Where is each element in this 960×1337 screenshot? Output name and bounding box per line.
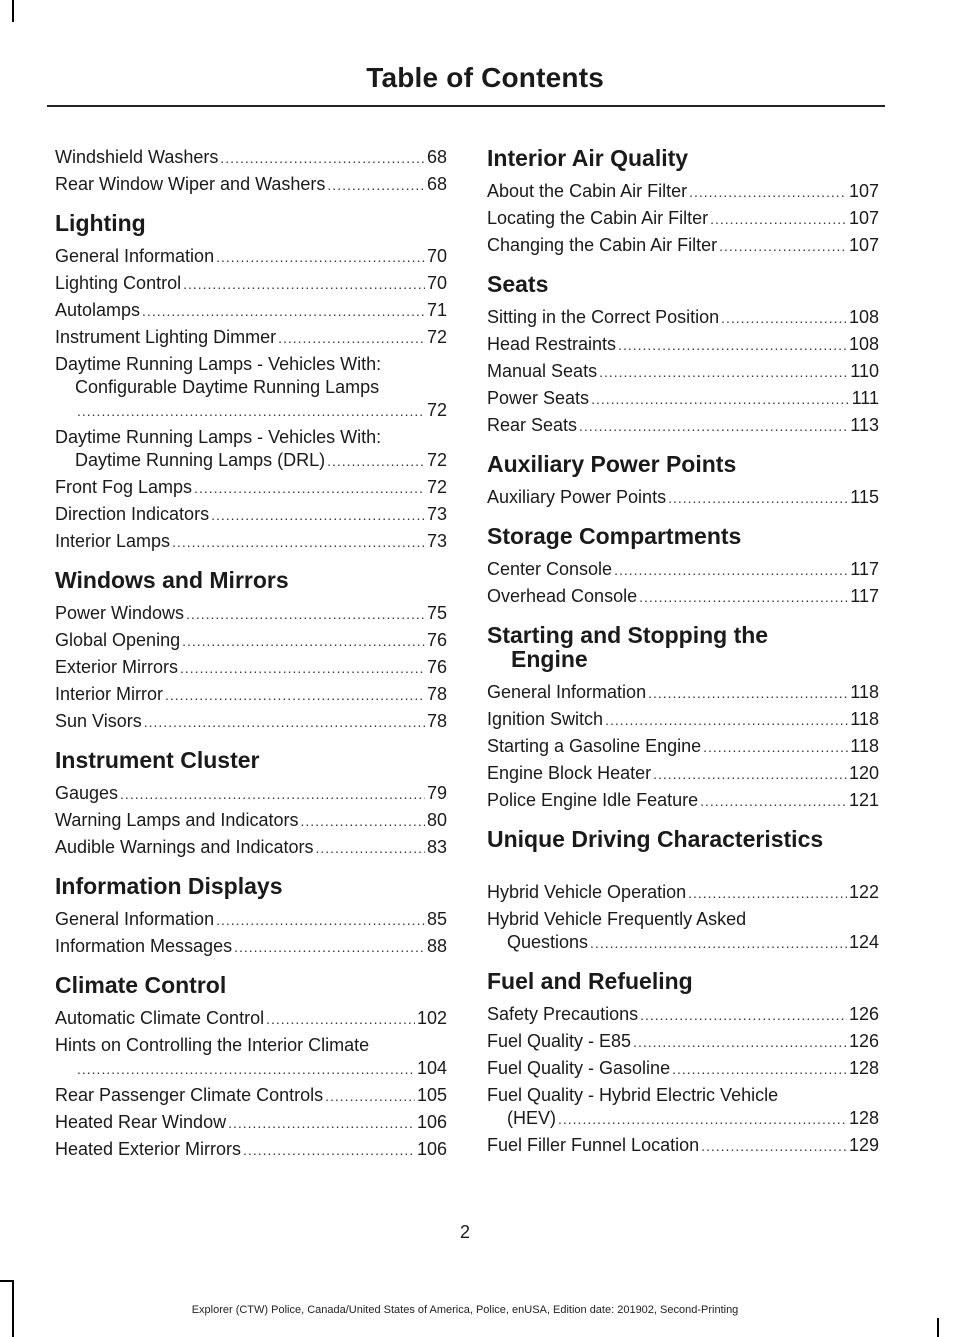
toc-entry-page: 118 (850, 736, 879, 756)
toc-entry-title: Hints on Controlling the Interior Climate (55, 1035, 370, 1055)
toc-entry[interactable] (55, 146, 447, 170)
toc-entry-title: General Information (55, 909, 215, 929)
toc-entry[interactable] (55, 1084, 447, 1108)
toc-entry-title: Lighting Control (55, 273, 182, 293)
toc-entry-page: 120 (848, 763, 879, 783)
toc-entry-title-continued: Configurable Daytime Running Lamps (75, 377, 380, 397)
dot-leader (315, 837, 424, 860)
section-heading-text: Unique Driving Characteristics (487, 826, 824, 852)
toc-entry-page: 73 (426, 531, 447, 551)
dot-leader (719, 235, 847, 258)
toc-entry-page: 72 (426, 450, 447, 470)
section-heading (487, 524, 879, 548)
dot-leader (653, 763, 847, 786)
toc-entry[interactable] (55, 809, 447, 833)
toc-entry-page: 70 (426, 246, 447, 266)
toc-entry[interactable] (55, 782, 447, 806)
toc-entry-title: Global Opening (55, 630, 181, 650)
toc-entry-title: Instrument Lighting Dimmer (55, 327, 277, 347)
dot-leader (703, 736, 848, 759)
toc-entry[interactable] (55, 1034, 447, 1081)
page-number: 2 (459, 1222, 470, 1242)
toc-entry[interactable] (487, 681, 879, 705)
toc-entry[interactable] (55, 629, 447, 653)
toc-entry-page: 111 (851, 388, 879, 408)
dot-leader (120, 783, 425, 806)
dot-leader (234, 936, 425, 959)
dot-leader (700, 790, 847, 813)
toc-entry-page: 76 (426, 630, 447, 650)
toc-entry[interactable] (487, 558, 879, 582)
header-divider (47, 105, 885, 107)
section-heading (55, 874, 447, 898)
dot-leader (558, 1108, 847, 1131)
dot-leader (590, 932, 847, 955)
dot-leader (710, 208, 847, 231)
toc-entry-page: 70 (426, 273, 447, 293)
crop-mark-top-left (12, 0, 14, 22)
toc-entry-title: Locating the Cabin Air Filter (487, 208, 709, 228)
dot-leader (216, 246, 425, 269)
toc-entry-title: Sun Visors (55, 711, 142, 731)
section-heading-text: Fuel and Refueling (487, 968, 693, 994)
dot-leader (618, 334, 847, 357)
toc-entry-title: Safety Precautions (487, 1004, 639, 1024)
section-heading-text: Windows and Mirrors (55, 567, 289, 593)
toc-entry-title: Auxiliary Power Points (487, 487, 667, 507)
toc-entry-title: Power Windows (55, 603, 185, 623)
toc-entry-title: Daytime Running Lamps - Vehicles With: (55, 427, 382, 447)
toc-entry[interactable] (55, 1138, 447, 1162)
toc-entry-page: 117 (850, 559, 879, 579)
toc-entry-page: 105 (416, 1085, 447, 1105)
dot-leader (591, 388, 850, 411)
toc-entry-title: Direction Indicators (55, 504, 210, 524)
dot-leader (228, 1112, 415, 1135)
toc-entry[interactable] (55, 245, 447, 269)
dot-leader (211, 504, 425, 527)
toc-entry-title: Daytime Running Lamps - Vehicles With: (55, 354, 382, 374)
toc-entry[interactable] (55, 602, 447, 626)
toc-entry-title-continued: Daytime Running Lamps (DRL) (75, 450, 326, 470)
toc-entry-title: Overhead Console (487, 586, 638, 606)
toc-entry-title: Heated Rear Window (55, 1112, 227, 1132)
toc-entry[interactable] (487, 1030, 879, 1054)
dot-leader (266, 1008, 415, 1031)
toc-entry[interactable] (55, 272, 447, 296)
dot-leader (614, 559, 848, 582)
toc-entry-title-continued: (HEV) (507, 1108, 556, 1128)
toc-entry-title: Gauges (55, 783, 119, 803)
section-heading-text: Climate Control (55, 972, 227, 998)
toc-right-column (487, 146, 879, 1161)
toc-entry-title: Fuel Quality - E85 (487, 1031, 632, 1051)
dot-leader (640, 1004, 847, 1027)
dot-leader (142, 300, 425, 323)
dot-leader (327, 450, 425, 473)
toc-entry[interactable] (55, 710, 447, 734)
toc-entry-page: 126 (848, 1004, 879, 1024)
toc-entry[interactable] (487, 789, 879, 813)
section-heading (487, 969, 879, 993)
toc-entry[interactable] (487, 234, 879, 258)
toc-entry[interactable] (55, 476, 447, 500)
toc-entry-page: 72 (426, 477, 447, 497)
toc-entry[interactable] (55, 173, 447, 197)
toc-entry-title: Hybrid Vehicle Operation (487, 882, 687, 902)
dot-leader (186, 603, 425, 626)
toc-entry-title: Police Engine Idle Feature (487, 790, 699, 810)
toc-entry-title: Hybrid Vehicle Frequently Asked (487, 909, 747, 929)
toc-entry-page: 72 (426, 327, 447, 347)
toc-entry-title: Manual Seats (487, 361, 598, 381)
section-heading-text: Instrument Cluster (55, 747, 260, 773)
toc-entry-title: Audible Warnings and Indicators (55, 837, 314, 857)
toc-entry-title: Interior Mirror (55, 684, 164, 704)
section-heading (487, 272, 879, 296)
dot-leader (77, 400, 425, 423)
toc-entry-title: Heated Exterior Mirrors (55, 1139, 242, 1159)
toc-entry[interactable] (55, 683, 447, 707)
toc-entry-page: 88 (426, 936, 447, 956)
dot-leader (639, 586, 848, 609)
toc-entry-title: Ignition Switch (487, 709, 604, 729)
toc-entry-page: 68 (426, 147, 447, 167)
toc-entry-page: 121 (848, 790, 879, 810)
dot-leader (165, 684, 425, 707)
toc-entry[interactable] (487, 1134, 879, 1158)
toc-entry-page: 85 (426, 909, 447, 929)
toc-entry[interactable] (487, 180, 879, 204)
toc-entry-title: Fuel Quality - Gasoline (487, 1058, 671, 1078)
toc-entry-title: About the Cabin Air Filter (487, 181, 688, 201)
toc-entry-page: 72 (426, 400, 447, 420)
toc-entry-title: Information Messages (55, 936, 233, 956)
section-heading (487, 146, 879, 170)
toc-entry[interactable] (487, 735, 879, 759)
toc-entry-page: 80 (426, 810, 447, 830)
dot-leader (182, 630, 425, 653)
toc-entry-page: 73 (426, 504, 447, 524)
toc-entry-page: 76 (426, 657, 447, 677)
toc-entry-page: 75 (426, 603, 447, 623)
toc-entry[interactable] (487, 387, 879, 411)
dot-leader (605, 709, 848, 732)
section-heading (55, 748, 447, 772)
toc-entry[interactable] (55, 426, 447, 473)
toc-entry[interactable] (55, 503, 447, 527)
dot-leader (77, 1058, 415, 1081)
toc-entry[interactable] (487, 708, 879, 732)
toc-entry-page: 108 (848, 334, 879, 354)
toc-entry-page: 118 (850, 709, 879, 729)
toc-entry-page: 122 (848, 882, 879, 902)
toc-entry-page: 115 (850, 487, 879, 507)
toc-entry-title: Warning Lamps and Indicators (55, 810, 299, 830)
toc-entry[interactable] (55, 656, 447, 680)
section-heading-text: Starting and Stopping the (487, 622, 769, 648)
dot-leader (220, 147, 425, 170)
toc-entry[interactable] (55, 530, 447, 554)
section-heading-text-continued: Engine (511, 646, 588, 672)
toc-entry[interactable] (487, 486, 879, 510)
toc-entry-page: 104 (416, 1058, 447, 1078)
toc-entry-title: Fuel Quality - Hybrid Electric Vehicle (487, 1085, 779, 1105)
toc-entry-page: 118 (850, 682, 879, 702)
toc-entry-title: Windshield Washers (55, 147, 219, 167)
toc-entry[interactable] (487, 306, 879, 330)
toc-entry-page: 124 (848, 932, 879, 952)
section-heading (487, 452, 879, 476)
toc-entry[interactable] (55, 908, 447, 932)
section-heading-text: Lighting (55, 210, 146, 236)
toc-entry[interactable] (487, 1057, 879, 1081)
toc-entry-title: Center Console (487, 559, 613, 579)
toc-entry[interactable] (55, 299, 447, 323)
toc-entry[interactable] (487, 360, 879, 384)
toc-entry-page: 83 (426, 837, 447, 857)
toc-entry[interactable] (487, 414, 879, 438)
toc-entry-page: 107 (848, 181, 879, 201)
toc-entry-page: 106 (416, 1139, 447, 1159)
dot-leader (194, 477, 425, 500)
dot-leader (216, 909, 425, 932)
toc-entry-page: 106 (416, 1112, 447, 1132)
toc-entry-title: Changing the Cabin Air Filter (487, 235, 718, 255)
dot-leader (689, 181, 847, 204)
toc-entry-title: Rear Window Wiper and Washers (55, 174, 326, 194)
toc-entry-title: Sitting in the Correct Position (487, 307, 720, 327)
toc-entry[interactable] (55, 1111, 447, 1135)
section-heading-text: Storage Compartments (487, 523, 742, 549)
toc-entry[interactable] (55, 353, 447, 423)
toc-entry-title: Interior Lamps (55, 531, 171, 551)
toc-entry-page: 110 (850, 361, 879, 381)
toc-entry[interactable] (487, 762, 879, 786)
section-heading (55, 568, 447, 592)
toc-entry-page: 128 (848, 1058, 879, 1078)
section-heading (487, 827, 879, 851)
dot-leader (243, 1139, 415, 1162)
toc-entry[interactable] (487, 1084, 879, 1131)
dot-leader (599, 361, 848, 384)
toc-entry[interactable] (55, 326, 447, 350)
toc-entry-page: 117 (850, 586, 879, 606)
toc-entry-page: 108 (848, 307, 879, 327)
toc-entry-page: 107 (848, 208, 879, 228)
section-heading (55, 973, 447, 997)
dot-leader (183, 273, 425, 296)
toc-entry-title: Engine Block Heater (487, 763, 652, 783)
toc-entry-page: 102 (416, 1008, 447, 1028)
toc-entry-page: 128 (848, 1108, 879, 1128)
toc-entry-title: Front Fog Lamps (55, 477, 193, 497)
toc-entry-title: Exterior Mirrors (55, 657, 179, 677)
dot-leader (327, 174, 425, 197)
toc-entry-page: 107 (848, 235, 879, 255)
toc-entry-title: General Information (55, 246, 215, 266)
dot-leader (688, 882, 847, 905)
section-heading-text: Interior Air Quality (487, 145, 689, 171)
toc-entry-page: 79 (426, 783, 447, 803)
toc-entry-page: 78 (426, 711, 447, 731)
toc-entry[interactable] (55, 836, 447, 860)
toc-entry-title: Fuel Filler Funnel Location (487, 1135, 700, 1155)
toc-entry-title: Power Seats (487, 388, 590, 408)
toc-entry[interactable] (487, 585, 879, 609)
section-heading-text: Information Displays (55, 873, 283, 899)
toc-entry-page: 113 (850, 415, 879, 435)
toc-entry-title: Starting a Gasoline Engine (487, 736, 702, 756)
toc-entry-title-continued: Questions (507, 932, 589, 952)
dot-leader (300, 810, 425, 833)
footer-text: Explorer (CTW) Police, Canada/United States of America, Police, enUSA, Edition date: 201902, Second-Printing (191, 1304, 739, 1316)
crop-mark-bottom-right (937, 1318, 939, 1337)
dot-leader (633, 1031, 847, 1054)
toc-left-column (55, 146, 447, 1165)
dot-leader (579, 415, 848, 438)
toc-entry-title: Head Restraints (487, 334, 617, 354)
toc-entry-title: Automatic Climate Control (55, 1008, 265, 1028)
dot-leader (180, 657, 425, 680)
section-heading (55, 211, 447, 235)
dot-leader (172, 531, 425, 554)
crop-mark-bottom-left-h (0, 1280, 14, 1282)
toc-entry[interactable] (487, 207, 879, 231)
dot-leader (325, 1085, 415, 1108)
toc-entry-page: 78 (426, 684, 447, 704)
section-heading (487, 623, 879, 671)
dot-leader (278, 327, 425, 350)
toc-entry-page: 129 (848, 1135, 879, 1155)
dot-leader (144, 711, 425, 734)
toc-entry-title: Rear Passenger Climate Controls (55, 1085, 324, 1105)
toc-entry-title: Autolamps (55, 300, 141, 320)
section-heading-text: Seats (487, 271, 549, 297)
page-title: Table of Contents (366, 62, 604, 93)
toc-entry-title: General Information (487, 682, 647, 702)
toc-entry-page: 71 (426, 300, 447, 320)
toc-entry[interactable] (487, 908, 879, 955)
dot-leader (701, 1135, 847, 1158)
toc-entry-title: Rear Seats (487, 415, 578, 435)
toc-entry[interactable] (487, 1003, 879, 1027)
dot-leader (668, 487, 848, 510)
dot-leader (721, 307, 847, 330)
toc-entry[interactable] (487, 333, 879, 357)
toc-entry-page: 68 (426, 174, 447, 194)
toc-entry[interactable] (487, 881, 879, 905)
toc-entry[interactable] (55, 935, 447, 959)
toc-entry[interactable] (55, 1007, 447, 1031)
dot-leader (648, 682, 848, 705)
toc-entry-page: 126 (848, 1031, 879, 1051)
section-heading-text: Auxiliary Power Points (487, 451, 737, 477)
dot-leader (672, 1058, 847, 1081)
